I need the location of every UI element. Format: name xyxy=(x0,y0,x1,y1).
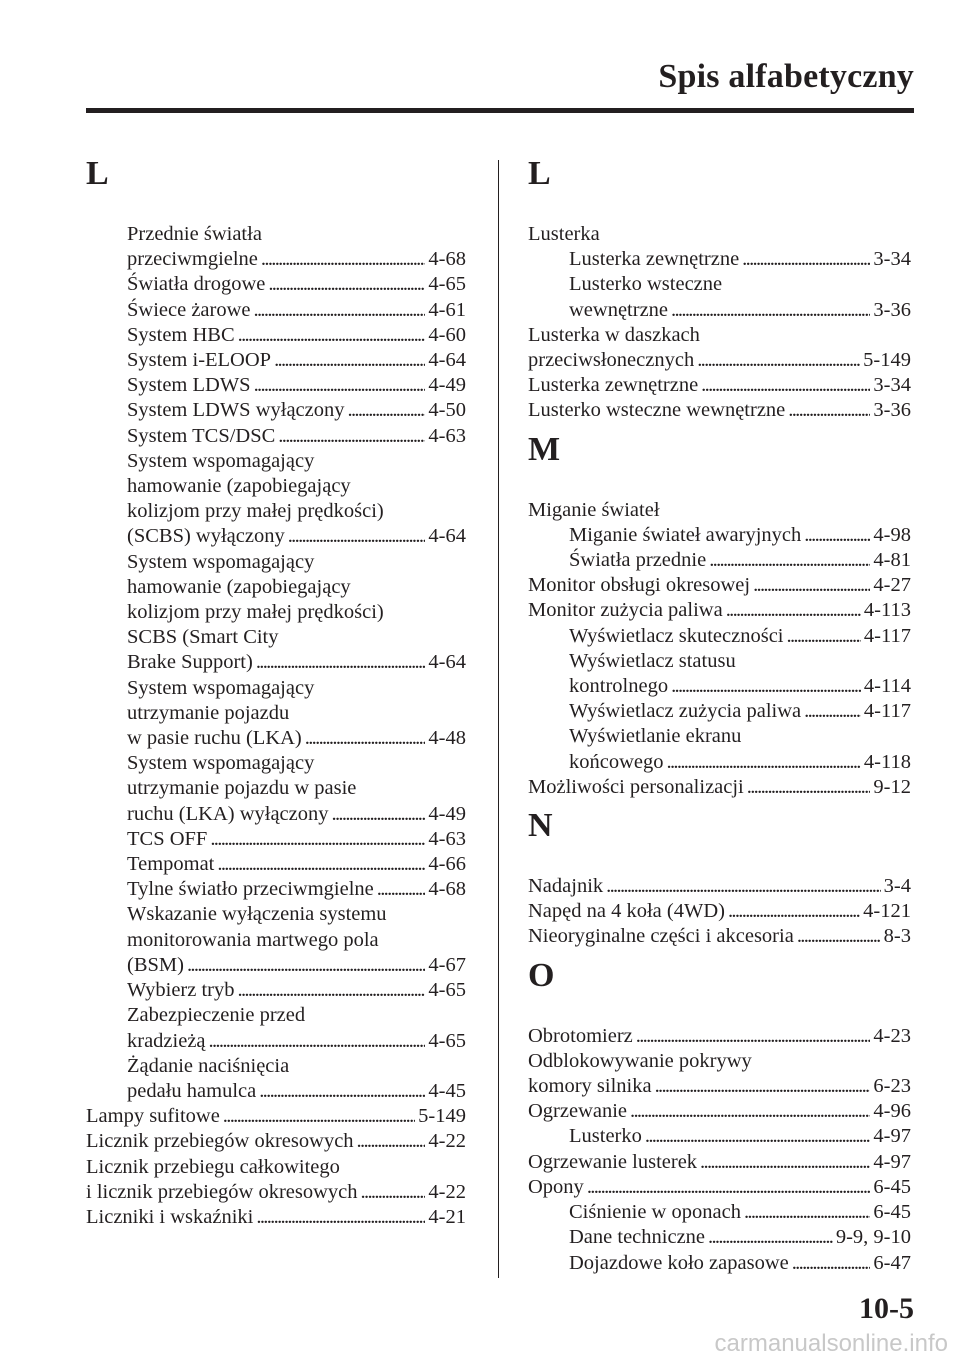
entry-text: Monitor obsługi okresowej xyxy=(528,574,751,597)
section-letter: O xyxy=(528,956,555,994)
page-reference: 4-67 xyxy=(428,953,466,976)
page-reference: 4-68 xyxy=(428,248,466,271)
page-reference: 4-63 xyxy=(428,424,466,447)
index-entry xyxy=(528,573,911,598)
entry-text: Odblokowywanie pokrywy xyxy=(528,1049,752,1072)
entry-text: pedału hamulca xyxy=(127,1079,257,1102)
entry-text: Tylne światło przeciwmgielne xyxy=(127,878,374,901)
dot-leader xyxy=(804,523,870,548)
entry-text: Napęd na 4 koła (4WD) xyxy=(528,900,725,923)
entry-text: utrzymanie pojazdu xyxy=(127,701,290,724)
entry-text: System LDWS wyłączony xyxy=(127,399,345,422)
index-entry xyxy=(86,348,466,373)
index-entry xyxy=(528,523,911,548)
index-entry xyxy=(86,323,466,348)
index-entry xyxy=(86,298,466,323)
entry-text: Lusterka zewnętrzne xyxy=(569,248,740,271)
page-reference: 6-45 xyxy=(873,1175,911,1198)
page-reference: 4-114 xyxy=(863,675,911,698)
dot-leader xyxy=(305,726,426,751)
page-reference: 4-97 xyxy=(873,1150,911,1173)
page-reference: 4-49 xyxy=(428,802,466,825)
entry-text: Dane techniczne xyxy=(569,1226,706,1249)
page-reference: 4-64 xyxy=(428,349,466,372)
page-reference: 3-36 xyxy=(873,399,911,422)
page-reference: 4-121 xyxy=(863,900,911,923)
dot-leader xyxy=(256,1205,425,1230)
index-entry xyxy=(528,498,911,523)
dot-leader xyxy=(217,852,425,877)
dot-leader xyxy=(700,1150,870,1175)
entry-text: System i-ELOOP xyxy=(127,349,272,372)
entry-text: Możliwości personalizacji xyxy=(528,775,744,798)
index-entry xyxy=(86,852,466,877)
page-reference: 4-60 xyxy=(428,323,466,346)
section-letter: N xyxy=(528,807,553,845)
dot-leader xyxy=(747,775,871,800)
index-entry xyxy=(528,1251,911,1276)
index-entry xyxy=(528,323,911,373)
entry-text: kolizjom przy małej prędkości) xyxy=(127,601,384,624)
index-entry xyxy=(528,649,911,699)
dot-leader xyxy=(788,398,870,423)
entry-text: Zabezpieczenie przed xyxy=(127,1004,306,1027)
page-reference: 4-65 xyxy=(428,1029,466,1052)
entry-text: Wybierz tryb xyxy=(127,979,235,1002)
entry-text: w pasie ruchu (LKA) xyxy=(127,727,302,750)
dot-leader xyxy=(645,1124,871,1149)
page-reference: 4-23 xyxy=(873,1024,911,1047)
page-reference: 4-96 xyxy=(873,1100,911,1123)
index-entry xyxy=(528,398,911,423)
page-reference: 4-45 xyxy=(428,1079,466,1102)
entry-text: System TCS/DSC xyxy=(127,424,276,447)
index-entry xyxy=(86,1129,466,1154)
index-entry xyxy=(528,1200,911,1225)
dot-leader xyxy=(274,348,425,373)
page-reference: 4-22 xyxy=(428,1130,466,1153)
entry-text: Wskazanie wyłączenia systemu xyxy=(127,903,387,926)
entry-text: Wyświetlanie ekranu xyxy=(569,725,742,748)
entry-text: monitorowania martwego pola xyxy=(127,928,379,951)
page-reference: 4-64 xyxy=(428,525,466,548)
page-reference: 4-117 xyxy=(863,624,911,647)
index-entry xyxy=(528,1099,911,1124)
index-entry xyxy=(528,874,911,899)
index-entry xyxy=(86,1003,466,1053)
entry-text: Ogrzewanie lusterek xyxy=(528,1150,698,1173)
dot-leader xyxy=(348,398,426,423)
page-title: Spis alfabetyczny xyxy=(658,58,914,95)
index-entry xyxy=(528,924,911,949)
entry-text: SCBS (Smart City xyxy=(127,626,279,649)
page-reference: 4-113 xyxy=(863,599,911,622)
page-reference: 4-118 xyxy=(863,750,911,773)
dot-leader xyxy=(332,802,426,827)
dot-leader xyxy=(701,373,870,398)
index-entry xyxy=(86,902,466,978)
dot-leader xyxy=(587,1175,871,1200)
entry-text: końcowego xyxy=(569,750,664,773)
page-reference: 4-68 xyxy=(428,878,466,901)
entry-text: Tempomat xyxy=(127,853,215,876)
dot-leader xyxy=(288,524,426,549)
index-entry xyxy=(528,1049,911,1099)
index-entry xyxy=(86,1205,466,1230)
dot-leader xyxy=(630,1099,870,1124)
dot-leader xyxy=(238,978,426,1003)
entry-text: System wspomagający xyxy=(127,676,315,699)
entry-text: Przednie światła xyxy=(127,223,262,245)
entry-text: Ogrzewanie xyxy=(528,1100,628,1123)
dot-leader xyxy=(742,247,870,272)
entry-text: Żądanie naciśnięcia xyxy=(127,1054,290,1077)
index-entry xyxy=(528,775,911,800)
entry-text: Nadajnik xyxy=(528,875,604,898)
page-reference: 5-149 xyxy=(863,349,911,372)
dot-leader xyxy=(606,874,881,899)
index-entry xyxy=(528,222,911,247)
entry-text: Lusterko xyxy=(569,1125,642,1148)
section-letter: M xyxy=(528,430,561,468)
page-reference: 9-9, 9-10 xyxy=(835,1226,911,1249)
dot-leader xyxy=(357,1129,426,1154)
dot-leader xyxy=(671,298,870,323)
index-entry xyxy=(528,1150,911,1175)
page-reference: 4-97 xyxy=(873,1125,911,1148)
dot-leader xyxy=(261,247,426,272)
index-entry xyxy=(86,550,466,676)
entry-text: przeciwmgielne xyxy=(127,248,258,271)
entry-text: Ciśnienie w oponach xyxy=(569,1201,741,1224)
dot-leader xyxy=(709,548,870,573)
page-reference: 3-4 xyxy=(883,875,911,898)
entry-text: komory silnika xyxy=(528,1075,652,1098)
entry-text: Wyświetlacz zużycia paliwa xyxy=(569,700,802,723)
dot-leader xyxy=(753,573,870,598)
dot-leader xyxy=(787,624,861,649)
entry-text: Obrotomierz xyxy=(528,1024,633,1047)
page-reference: 4-50 xyxy=(428,399,466,422)
page-reference: 3-34 xyxy=(873,248,911,271)
page-reference: 3-34 xyxy=(873,374,911,397)
entry-text: Wyświetlacz skuteczności xyxy=(569,624,784,647)
entry-text: Brake Support) xyxy=(127,651,253,674)
entry-text: wewnętrzne xyxy=(569,298,669,321)
entry-text: Lusterka w daszkach xyxy=(528,323,700,346)
entry-text: Monitor zużycia paliwa xyxy=(528,599,723,622)
page-reference: 4-21 xyxy=(428,1205,466,1228)
dot-leader xyxy=(636,1024,871,1049)
entry-text: Lusterko wsteczne wewnętrzne xyxy=(528,399,786,422)
entry-text: Wyświetlacz statusu xyxy=(569,649,736,672)
page-reference: 6-45 xyxy=(873,1201,911,1224)
page-reference: 6-47 xyxy=(873,1251,911,1274)
page-reference: 4-48 xyxy=(428,727,466,750)
entry-text: Światła przednie xyxy=(569,549,707,572)
entry-text: Światła drogowe xyxy=(127,273,266,296)
page-number: 10-5 xyxy=(859,1292,914,1325)
entry-text: Dojazdowe koło zapasowe xyxy=(569,1251,789,1274)
right-index-column xyxy=(528,150,911,1276)
index-entry xyxy=(86,424,466,449)
dot-leader xyxy=(254,373,426,398)
page-reference: 4-66 xyxy=(428,853,466,876)
page-reference: 8-3 xyxy=(883,925,911,948)
page-reference: 4-27 xyxy=(873,574,911,597)
index-entry xyxy=(86,272,466,297)
index-entry xyxy=(86,398,466,423)
index-entry xyxy=(528,247,911,272)
dot-leader xyxy=(238,323,426,348)
entry-text: System wspomagający xyxy=(127,449,315,472)
entry-text: TCS OFF xyxy=(127,827,208,850)
dot-leader xyxy=(744,1200,870,1225)
index-entry xyxy=(86,1054,466,1104)
index-entry xyxy=(528,598,911,623)
entry-text: Liczniki i wskaźniki xyxy=(86,1205,254,1228)
entry-text: System wspomagający xyxy=(127,752,315,775)
page-reference: 4-65 xyxy=(428,273,466,296)
entry-text: (SCBS) wyłączony xyxy=(127,525,285,548)
page-reference: 3-36 xyxy=(873,298,911,321)
page-reference: 4-22 xyxy=(428,1180,466,1203)
page-reference: 4-81 xyxy=(873,549,911,572)
entry-text: hamowanie (zapobiegający xyxy=(127,475,351,498)
page-reference: 4-49 xyxy=(428,374,466,397)
entry-text: hamowanie (zapobiegający xyxy=(127,575,351,598)
index-entry xyxy=(528,624,911,649)
index-entry xyxy=(86,449,466,550)
index-entry xyxy=(528,724,911,774)
dot-leader xyxy=(256,650,426,675)
dot-leader xyxy=(209,1029,426,1054)
dot-leader xyxy=(268,272,425,297)
watermark: carmanualsonline.info xyxy=(714,1330,948,1357)
index-entry xyxy=(528,272,911,322)
header-rule xyxy=(86,108,914,113)
page-reference: 4-63 xyxy=(428,827,466,850)
entry-text: utrzymanie pojazdu w pasie xyxy=(127,777,357,800)
dot-leader xyxy=(278,424,425,449)
index-entry xyxy=(528,899,911,924)
dot-leader xyxy=(377,877,426,902)
index-entry xyxy=(528,548,911,573)
entry-text: Lampy sufitowe xyxy=(86,1105,220,1128)
dot-leader xyxy=(792,1251,871,1276)
dot-leader xyxy=(655,1074,871,1099)
left-index-column xyxy=(86,150,466,1230)
index-entry xyxy=(86,877,466,902)
entry-text: Lusterka zewnętrzne xyxy=(528,374,699,397)
page-reference: 4-98 xyxy=(873,523,911,546)
entry-text: kontrolnego xyxy=(569,675,669,698)
entry-text: Licznik przebiegu całkowitego xyxy=(86,1155,340,1178)
page-reference: 6-23 xyxy=(873,1075,911,1098)
entry-text: System LDWS xyxy=(127,374,251,397)
entry-text: (BSM) xyxy=(127,953,184,976)
index-entry xyxy=(86,751,466,827)
index-entry xyxy=(528,699,911,724)
entry-text: Opony xyxy=(528,1175,584,1198)
entry-text: Miganie świateł xyxy=(528,498,660,521)
entry-text: System HBC xyxy=(127,323,235,346)
column-divider xyxy=(498,160,499,1278)
dot-leader xyxy=(797,924,881,949)
index-entry xyxy=(528,1024,911,1049)
index-entry xyxy=(528,1175,911,1200)
index-entry xyxy=(528,373,911,398)
entry-text: Lusterko wsteczne xyxy=(569,273,723,296)
page-reference: 4-117 xyxy=(863,700,911,723)
entry-text: ruchu (LKA) wyłączony xyxy=(127,802,329,825)
dot-leader xyxy=(726,598,861,623)
index-entry xyxy=(528,1124,911,1149)
page-reference: 4-65 xyxy=(428,979,466,1002)
page-reference: 4-61 xyxy=(428,298,466,321)
entry-text: kolizjom przy małej prędkości) xyxy=(127,500,384,523)
index-entry xyxy=(86,827,466,852)
dot-leader xyxy=(804,699,861,724)
dot-leader xyxy=(210,827,425,852)
dot-leader xyxy=(667,750,861,775)
index-entry xyxy=(86,1104,466,1129)
entry-text: przeciwsłonecznych xyxy=(528,349,695,372)
dot-leader xyxy=(708,1225,833,1250)
page-reference: 4-64 xyxy=(428,651,466,674)
index-entry xyxy=(86,676,466,752)
page-reference: 5-149 xyxy=(418,1105,466,1128)
entry-text: Świece żarowe xyxy=(127,298,251,321)
index-entry xyxy=(528,1225,911,1250)
entry-text: Nieoryginalne części i akcesoria xyxy=(528,925,794,948)
dot-leader xyxy=(223,1104,415,1129)
section-letter: L xyxy=(86,155,109,192)
section-letter: L xyxy=(528,155,551,192)
entry-text: Licznik przebiegów okresowych xyxy=(86,1130,354,1153)
dot-leader xyxy=(187,953,425,978)
entry-text: Lusterka xyxy=(528,223,600,245)
entry-text: System wspomagający xyxy=(127,550,315,573)
dot-leader xyxy=(671,674,861,699)
index-entry xyxy=(86,978,466,1003)
dot-leader xyxy=(259,1079,425,1104)
dot-leader xyxy=(697,348,860,373)
dot-leader xyxy=(361,1180,426,1205)
entry-text: i licznik przebiegów okresowych xyxy=(86,1180,358,1203)
entry-text: kradzieżą xyxy=(127,1029,206,1052)
entry-text: Miganie świateł awaryjnych xyxy=(569,523,802,546)
dot-leader xyxy=(728,899,860,924)
dot-leader xyxy=(254,298,426,323)
index-entry xyxy=(86,373,466,398)
index-entry xyxy=(86,1155,466,1205)
page-reference: 9-12 xyxy=(873,775,911,798)
index-entry xyxy=(86,222,466,272)
